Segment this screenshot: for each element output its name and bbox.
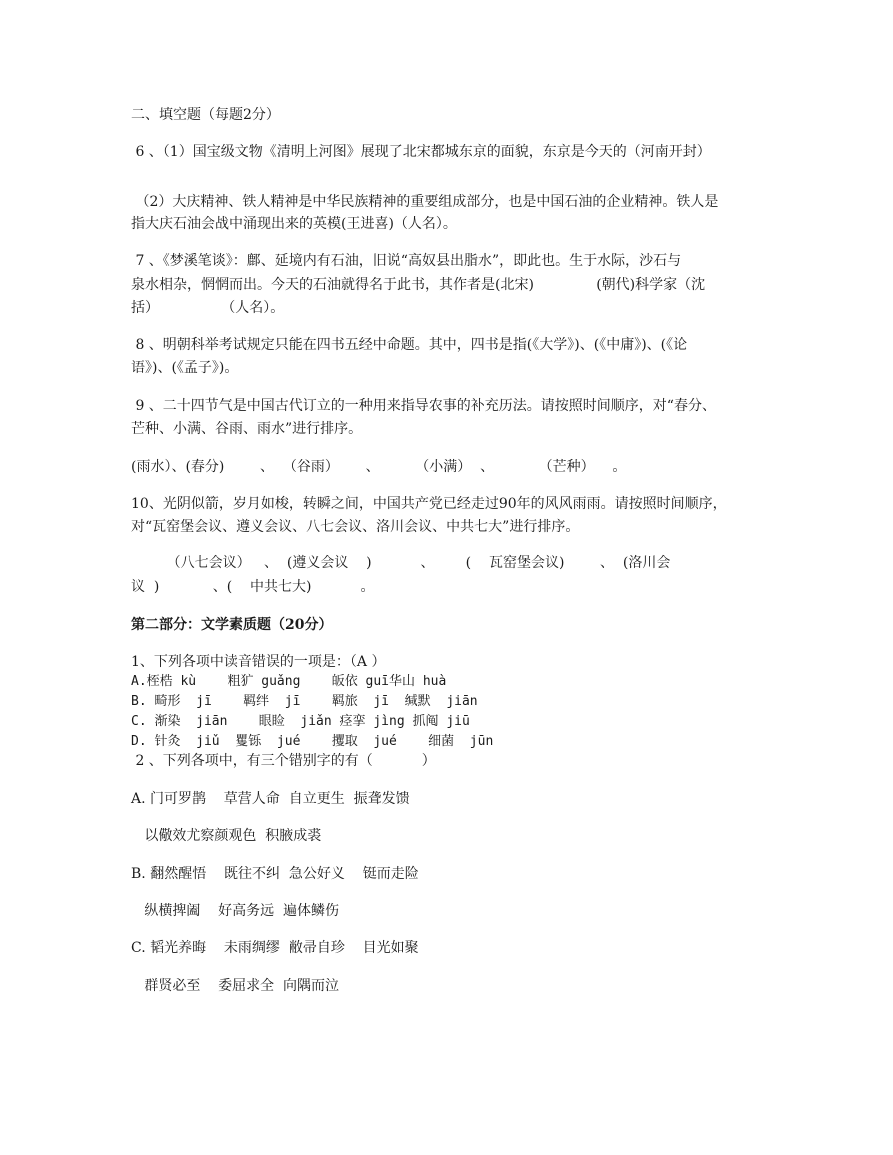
lq1-option: C. 渐染 jiān 眼睑 jiǎn 痉挛 jìng 抓阄 jiū (131, 714, 470, 729)
lq2-option: 以儆效尤察颜观色 积腋成裘 (131, 828, 322, 844)
q10-line: 10、光阴似箭，岁月如梭，转瞬之间，中国共产党已经走过90年的风风雨雨。请按照时间顺序， (131, 496, 727, 512)
q8-line: 语》)、(《孟子》)。 (131, 360, 239, 376)
q10-line: 对“瓦窑堡会议、遵义会议、八七会议、洛川会议、中共七大”进行排序。 (131, 519, 580, 535)
q10-answer: （八七会议） 、 (遵义会议 ) 、 ( 瓦窑堡会议) 、 (洛川会 (131, 555, 671, 571)
q9-line: 9 、二十四节气是中国古代订立的一种用来指导农事的补充历法。请按照时间顺序，对“春分、 (131, 398, 716, 414)
lq1-option: D. 针灸 jiǔ 矍铄 jué 攫取 jué 细菌 jūn (131, 734, 494, 749)
q7-line: 7 、《梦溪笔谈》：鄜、延境内有石油，旧说“高奴县出脂水”，即此也。生于水际，沙石与 (131, 253, 682, 269)
lq1-option: B. 畸形 jī 羁绊 jī 羁旅 jī 缄默 jiān (131, 694, 478, 709)
lq2-stem: 2 、下列各项中，有三个错别字的有（ ） (131, 753, 436, 769)
part-title: 第二部分：文学素质题（20分） (131, 617, 333, 633)
q7-line: 括） （人名）。 (131, 300, 285, 316)
q6-line: （2）大庆精神、铁人精神是中华民族精神的重要组成部分，也是中国石油的企业精神。铁人是 (131, 194, 719, 210)
lq2-option: 纵横捭阖 好高务远 遍体鳞伤 (131, 903, 340, 919)
lq2-option: A. 门可罗鹊 草营人命 自立更生 振聋发馈 (131, 791, 410, 807)
q7-line: 泉水相杂，惘惘而出。今天的石油就得名于此书，其作者是(北宋) (朝代)科学家（沈 (131, 277, 706, 293)
q9-line: 芒种、小满、谷雨、雨水”进行排序。 (131, 421, 363, 437)
section-title: 二、填空题（每题2分） (131, 107, 280, 123)
lq1-stem: 1、下列各项中读音错误的一项是：（A ） (131, 654, 386, 670)
q8-line: 8 、明朝科举考试规定只能在四书五经中命题。其中，四书是指(《大学》)、(《中庸》)、(《论 (131, 337, 688, 353)
lq1-option: A.桎梏 kù 粗犷 guǎng 皈依 guī华山 huà (131, 674, 447, 689)
lq2-option: 群贤必至 委屈求全 向隅而泣 (131, 978, 340, 994)
q6-line: 指大庆石油会战中涌现出来的英模(王进喜)（人名）。 (131, 216, 457, 232)
lq2-option: B. 翻然醒悟 既往不纠 急公好义 铤而走险 (131, 866, 419, 882)
q6-line: 6 、（1）国宝级文物《清明上河图》展现了北宋都城东京的面貌，东京是今天的（河南开封） (131, 144, 711, 160)
q10-answer: 议 ) 、( 中共七大) 。 (131, 579, 375, 595)
q9-answer: (雨水）、(春分) 、 （谷雨） 、 （小满） 、 （芒种） 。 (131, 459, 627, 475)
lq2-option: C. 韬光养晦 未雨绸缪 敝帚自珍 目光如聚 (131, 940, 419, 956)
